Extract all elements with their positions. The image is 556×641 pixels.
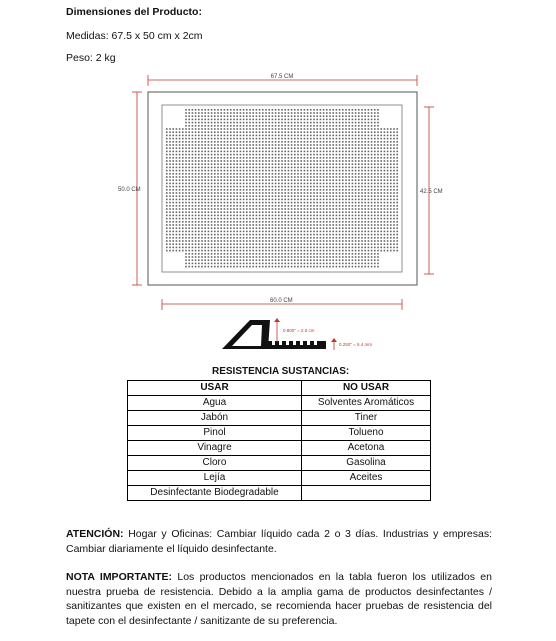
table-row [128, 486, 431, 501]
important-note [66, 570, 492, 628]
cell-use: Desinfectante Biodegradable [128, 486, 302, 501]
cell-no-use: Tiner [302, 411, 431, 426]
mat-outer-border [148, 92, 417, 285]
col-header-no-use: NO USAR [302, 381, 431, 396]
table-row [128, 471, 431, 486]
cell-no-use: Acetona [302, 441, 431, 456]
cell-no-use [302, 486, 431, 501]
table-header-row [128, 381, 431, 396]
resistance-title: RESISTENCIA SUSTANCIAS: [212, 366, 350, 377]
cell-use: Cloro [128, 456, 302, 471]
cell-no-use: Gasolina [302, 456, 431, 471]
profile-height-label: 0.800" = 2.0 cm [283, 328, 315, 333]
mat-profile-view [222, 318, 337, 350]
attention-note [66, 527, 492, 556]
cell-use: Jabón [128, 411, 302, 426]
table-row [128, 426, 431, 441]
cell-use: Vinagre [128, 441, 302, 456]
important-text: Los productos mencionados en la tabla fueron los utilizados en nuestra prueba de resistencia. Debido a la amplia gama de productos desinfectantes / sanitizantes que existen en el mercado, se recomienda hacer pruebas de resistencia del tapete con el desinfectante / sanitizante de su preferencia. [66, 571, 492, 627]
dim-right-label: 42.5 CM [420, 189, 443, 195]
cell-use: Agua [128, 396, 302, 411]
cell-use: Pinol [128, 426, 302, 441]
table-row [128, 411, 431, 426]
weight-text: Peso: 2 kg [66, 52, 116, 64]
dim-left-label: 50.0 CM [118, 187, 141, 193]
profile-thickness-label: 0.250" = 6.4 mm [339, 342, 372, 347]
dim-top-label: 67.5 CM [270, 74, 294, 80]
cell-no-use: Tolueno [302, 426, 431, 441]
cell-no-use: Solventes Aromáticos [302, 396, 431, 411]
attention-label: ATENCIÓN: [66, 528, 124, 540]
col-header-use: USAR [128, 381, 302, 396]
table-row [128, 456, 431, 471]
dim-bottom-label: 60.0 CM [270, 298, 293, 304]
important-label: NOTA IMPORTANTE: [66, 571, 173, 583]
mat-dot-pattern [166, 109, 398, 267]
table-row [128, 441, 431, 456]
attention-text: Hogar y Oficinas: Cambiar líquido cada 2 o 3 días. Industrias y empresas: Cambiar diariamente el líquido desinfectante. [66, 528, 492, 555]
measures-text: Medidas: 67.5 x 50 cm x 2cm [66, 30, 203, 42]
cell-use: Lejía [128, 471, 302, 486]
resistance-table [127, 380, 431, 501]
table-row [128, 396, 431, 411]
section-title: Dimensiones del Producto: [66, 6, 202, 18]
cell-no-use: Aceites [302, 471, 431, 486]
